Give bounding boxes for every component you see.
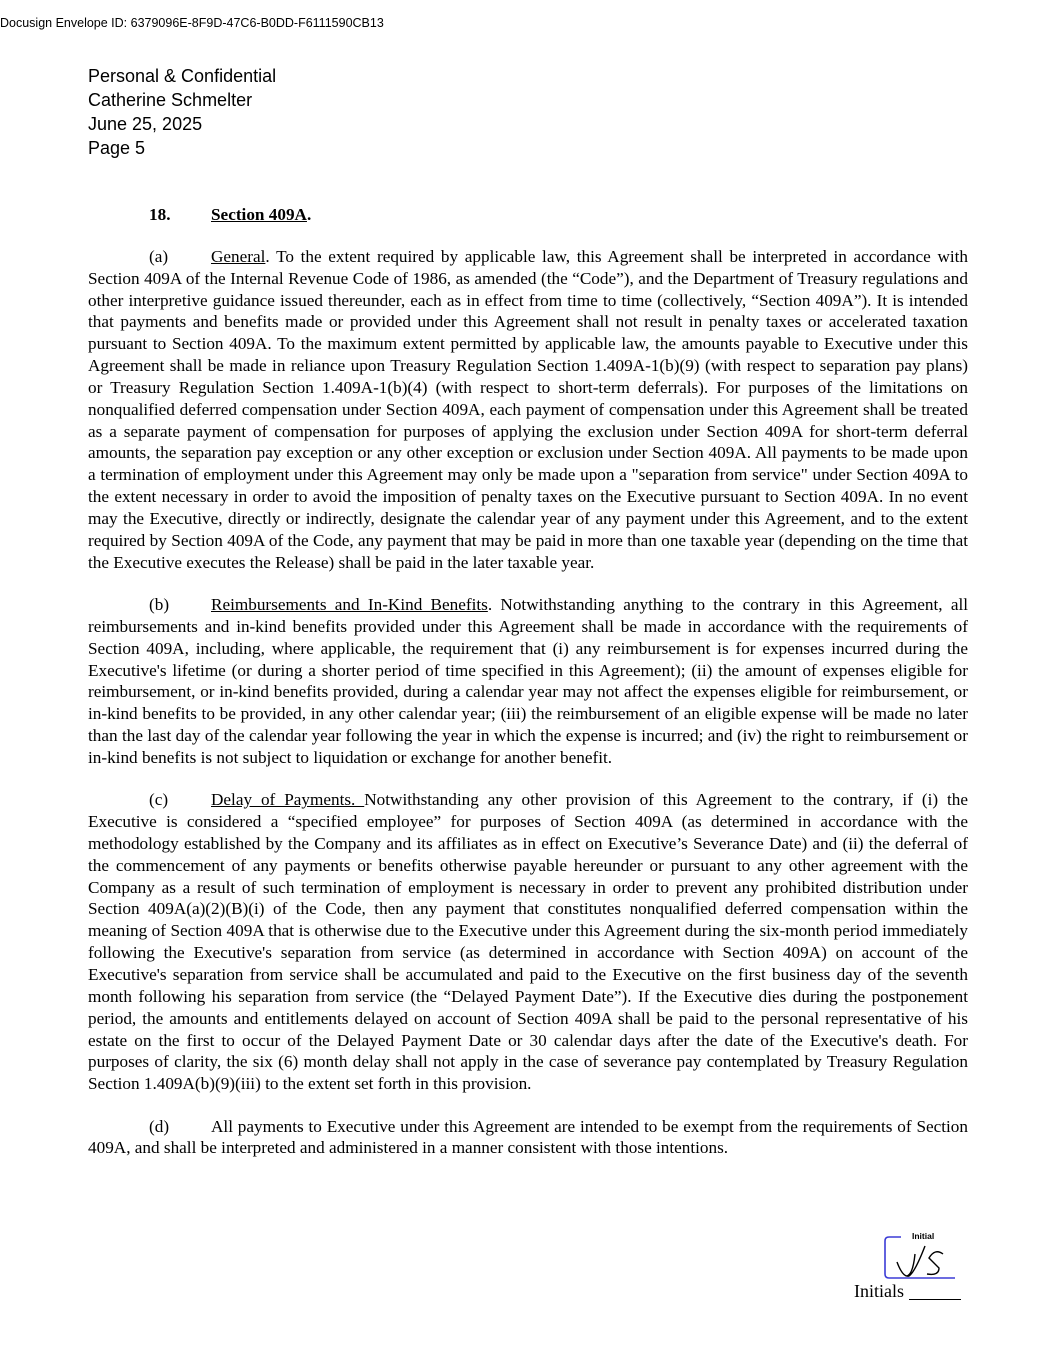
paragraph-d bbox=[88, 1116, 968, 1160]
paragraph-text: All payments to Executive under this Agreement are intended to be exempt from the requirements of Section 409A, and shall be interpreted and administered in a manner consistent with those intentions. bbox=[88, 1116, 968, 1158]
section-title: Section 409A bbox=[211, 205, 307, 224]
paragraph-a bbox=[88, 246, 968, 574]
document-body bbox=[88, 204, 968, 1180]
paragraph-label: (d) bbox=[149, 1116, 170, 1136]
paragraph-label: (b) bbox=[149, 595, 170, 614]
section-heading bbox=[88, 204, 968, 226]
initials-underline bbox=[909, 1281, 961, 1300]
paragraph-text: . Notwithstanding anything to the contrary in this Agreement, all reimbursements and in-kind benefits provided under this Agreement shall be made in accordance with the requirements of Section 409A, including, where applicable, the requirement that (i) any reimbursement is for expenses incurred during the Executive's lifetime (or during a shorter period of time specified in this Agreement); (ii) the amount of expenses eligible for reimbursement, or in-kind benefits provided, during a calendar year may not affect the expenses eligible for reimbursement, or in-kind benefits to be provided, in any other calendar year; (iii) the reimbursement of an eligible expense will be made no later than the last day of the calendar year following the year in which the expense is incurred; and (iv) the right to reimbursement or in-kind benefits is not subject to liquidation or exchange for another benefit. bbox=[88, 595, 968, 767]
envelope-id: Docusign Envelope ID: 6379096E-8F9D-47C6-B0DD-F6111590CB13 bbox=[0, 16, 384, 30]
page-number: Page 5 bbox=[88, 138, 146, 158]
letter-header bbox=[88, 64, 276, 160]
paragraph-text: Notwithstanding any other provision of this Agreement to the contrary, if (i) the Executive is considered a “specified employee” for purposes of Section 409A (as determined in accordance with the methodology established by the Company and its affiliates as in effect on Executive’s Severance Date) and (ii) the deferral of the commencement of any payments or benefits otherwise payable hereunder or pursuant to any other agreement with the Company as a result of such termination of employment is necessary in order to prevent any prohibited distribution under Section 409A(a)(2)(B)(i) of the Code, then any payment that constitutes nonqualified deferred compensation within the meaning of Section 409A that is otherwise due to the Executive under this Agreement during the six-month period immediately following the Executive's separation from service (as determined in accordance with Section 409A) on account of the Executive's separation from service shall be accumulated and paid to the Executive on the first business day of the seventh month following his separation from service (the “Delayed Payment Date”). If the Executive dies during the postponement period, the amounts and entitlements delayed on account of Section 409A shall be paid to the personal representative of his estate on the first to occur of the Delayed Payment Date or 30 calendar days after the date of the Executive's death. For purposes of clarity, the six (6) month delay shall not apply in the case of severance pay contemplated by Treasury Regulation Section 1.409A(b)(9)(iii) to the extent set forth in this provision. bbox=[88, 790, 968, 1094]
paragraph-c bbox=[88, 789, 968, 1095]
paragraph-subtitle: General bbox=[211, 246, 266, 266]
paragraph-b bbox=[88, 594, 968, 769]
signature-mark-icon bbox=[897, 1246, 943, 1276]
recipient-name: Catherine Schmelter bbox=[88, 90, 253, 110]
initials-stamp[interactable] bbox=[883, 1234, 957, 1284]
paragraph-subtitle: Reimbursements and In-Kind Benefits bbox=[211, 595, 488, 614]
section-title-end: . bbox=[306, 205, 312, 224]
section-number: 18. bbox=[149, 205, 171, 224]
initials-line-block bbox=[854, 1281, 961, 1302]
confidential-label: Personal & Confidential bbox=[88, 66, 277, 86]
initials-label: Initials bbox=[854, 1281, 904, 1301]
paragraph-text: . To the extent required by applicable law, this Agreement shall be interpreted in accordance with Section 409A of the Internal Revenue Code of 1986, as amended (the “Code”), and the Department of Treasury regulations and other interpretive guidance issued thereunder, each as in effect from time to time (collectively, “Section 409A”). It is intended that payments and benefits made or provided under this Agreement shall not result in penalty taxes or accelerated taxation pursuant to Section 409A. To the maximum extent permitted by applicable law, the amounts payable to Executive under this Agreement shall be made in reliance upon Treasury Regulation Section 1.409A-1(b)(9) (with respect to separation pay plans) or Treasury Regulation Section 1.409A-1(b)(4) (with respect to short-term deferrals). For purposes of the limitations on nonqualified deferred compensation under Section 409A, each payment of compensation under this Agreement shall be treated as a separate payment of compensation for purposes of applying the exclusion under Section 409A for short-term deferral amounts, the separation pay exception or any other exception or exclusion under Section 409A. All payments to be made upon a termination of employment under this Agreement may only be made upon a "separation from service" under Section 409A to the extent necessary in order to avoid the imposition of penalty taxes on the Executive pursuant to Section 409A. In no event may the Executive, directly or indirectly, designate the calendar year of any payment under this Agreement, and to the extent required by Section 409A of the Code, any payment that may be paid in more than one taxable year (depending on the time that the Executive executes the Release) shall be paid in the later taxable year. bbox=[88, 246, 968, 572]
paragraph-subtitle: Delay of Payments. bbox=[211, 790, 365, 810]
initials-stamp-label: Initial bbox=[912, 1231, 935, 1241]
letter-date: June 25, 2025 bbox=[88, 114, 203, 134]
paragraph-label: (a) bbox=[149, 246, 169, 266]
paragraph-label: (c) bbox=[149, 790, 169, 810]
